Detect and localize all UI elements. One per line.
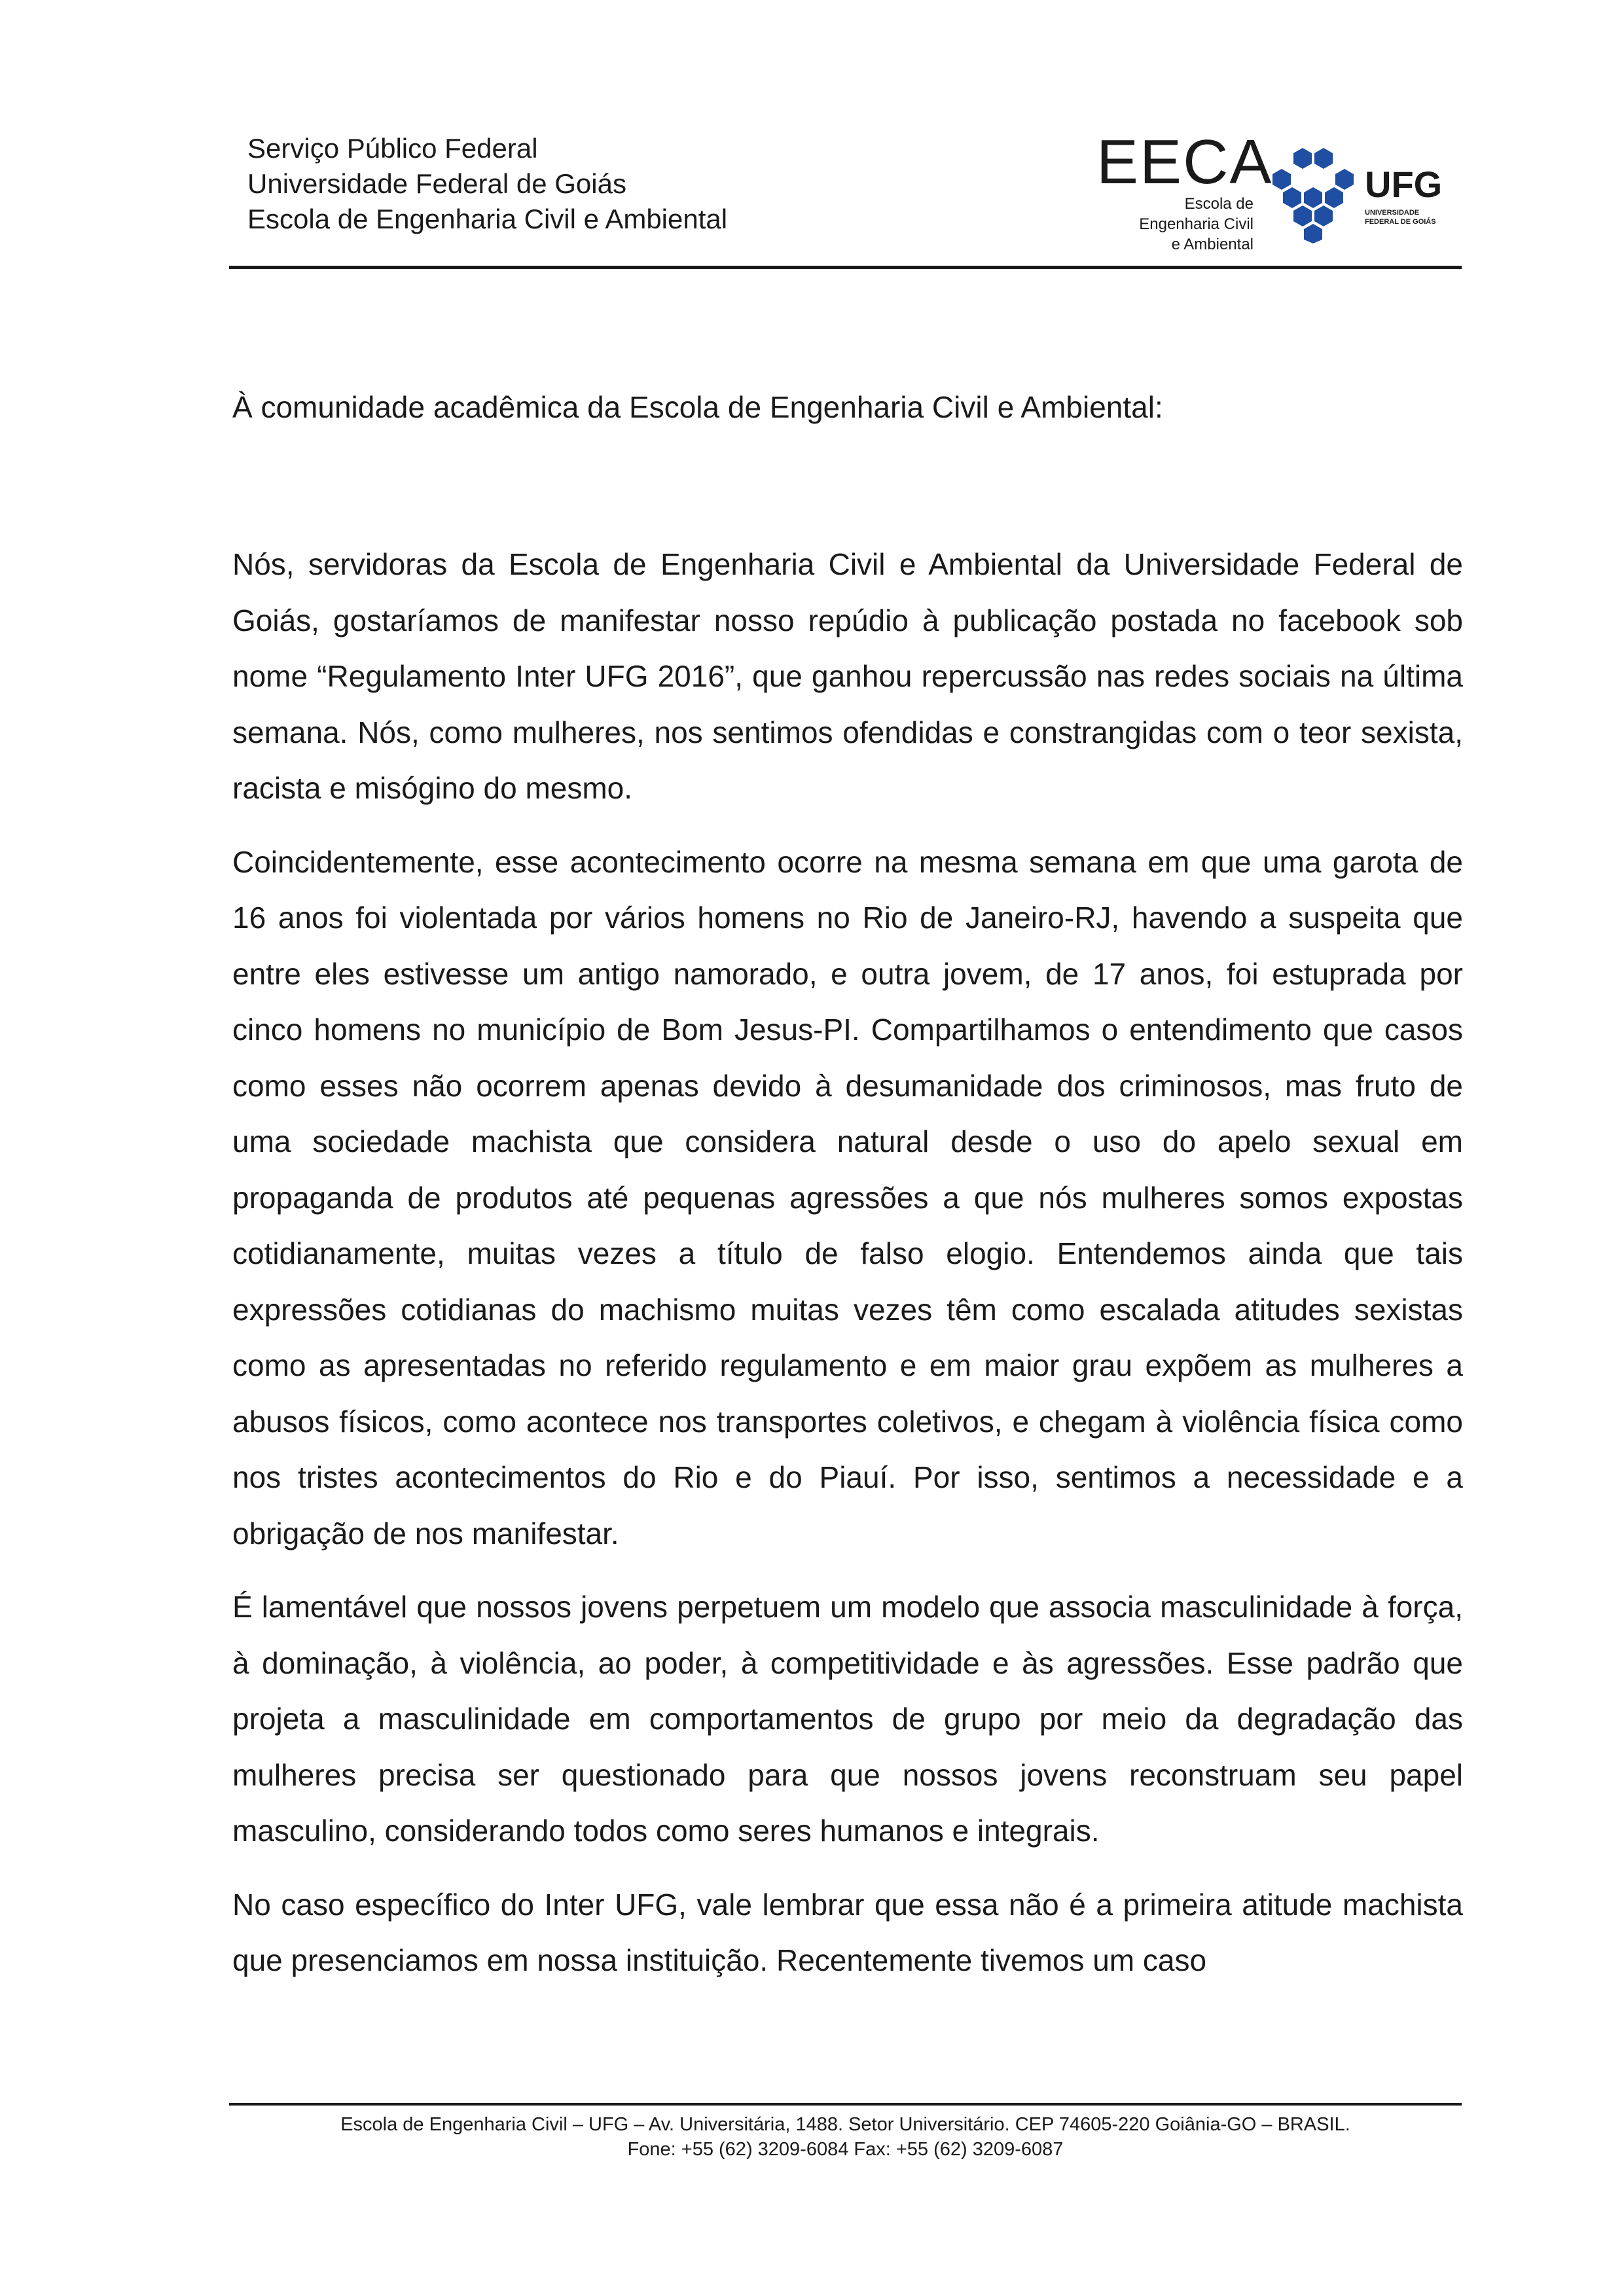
paragraph-1: Nós, servidoras da Escola de Engenharia Civil e Ambiental da Universidade Federal de Goiás, gostaríamos de manifestar nosso repúdio à publicação postada no facebook sob nome “Regulamento Inter UFG 2016”, que ganhou repercussão nas redes sociais na última semana. Nós, como mulheres, nos sentimos ofendidas e constrangidas com o teor sexista, racista e misógino do mesmo.	[232, 547, 1463, 805]
ufg-logo	[1270, 145, 1466, 243]
header-line-university: Universidade Federal de Goiás	[247, 168, 626, 199]
eeca-logo-subtitle-2: Engenharia Civil	[1139, 215, 1254, 233]
header-line-school: Escola de Engenharia Civil e Ambiental	[247, 204, 728, 234]
eeca-logo-title: EECA	[1096, 127, 1273, 197]
paragraph-4: No caso específico do Inter UFG, vale lembrar que essa não é a primeira atitude machista que presenciamos em nossa instituição. Recentemente tivemos um caso	[232, 1887, 1463, 1977]
ufg-logo-subtitle-2: FEDERAL DE GOIÁS	[1365, 218, 1436, 226]
letter-salutation: À comunidade acadêmica da Escola de Engenharia Civil e Ambiental:	[232, 390, 1163, 424]
paragraph-2: Coincidentemente, esse acontecimento ocorre na mesma semana em que uma garota de 16 anos foi violentada por vários homens no Rio de Janeiro-RJ, havendo a suspeita que entre eles estivesse um antigo namorado, e outra jovem, de 17 anos, foi estuprada por cinco homens no município de Bom Jesus-PI. Compartilhamos o entendimento que casos como esses não ocorrem apenas devido à desumanidade dos criminosos, mas fruto de uma sociedade machista que considera natural desde o uso do apelo sexual em propaganda de produtos até pequenas agressões a que nós mulheres somos expostas cotidianamente, muitas vezes a título de falso elogio. Entendemos ainda que tais expressões cotidianas do machismo muitas vezes têm como escalada atitudes sexistas como as apresentadas no referido regulamento e em maior grau expõem as mulheres a abusos físicos, como acontece nos transportes coletivos, e chegam à violência física como nos tristes acontecimentos do Rio e do Piauí. Por isso, sentimos a necessidade e a obrigação de nos manifestar.	[232, 844, 1463, 1551]
header-institution	[247, 131, 967, 237]
header-line-service: Serviço Público Federal	[247, 133, 538, 164]
footer-phone: Fone: +55 (62) 3209-6084 Fax: +55 (62) 3209-6087	[627, 2139, 1064, 2160]
header-logos	[1096, 127, 1463, 262]
paragraph-3: É lamentável que nossos jovens perpetuem um modelo que associa masculinidade à força, à dominação, à violência, ao poder, à competitividade e às agressões. Esse padrão que projeta a masculinidade em comportamentos de grupo por meio da degradação das mulheres precisa ser questionado para que nossos jovens reconstruam seu papel masculino, considerando todos como seres humanos e integrais.	[232, 1590, 1463, 1848]
page-footer	[229, 2112, 1462, 2162]
footer-address: Escola de Engenharia Civil – UFG – Av. Universitária, 1488. Setor Universitário. CEP 74605-220 Goiânia-GO – BRASIL.	[340, 2114, 1350, 2135]
eeca-logo-subtitle-3: e Ambiental	[1171, 236, 1254, 253]
eeca-logo	[1096, 127, 1273, 255]
footer-divider	[229, 2103, 1462, 2106]
letter-body	[232, 537, 1463, 2007]
ufg-hexagon-icon	[1270, 145, 1362, 243]
ufg-logo-subtitle-1: UNIVERSIDADE	[1365, 209, 1420, 217]
eeca-logo-subtitle-1: Escola de	[1184, 195, 1254, 213]
ufg-logo-title: UFG	[1365, 164, 1443, 205]
ufg-logo-subtitle	[1365, 208, 1463, 226]
header-divider	[229, 266, 1462, 269]
